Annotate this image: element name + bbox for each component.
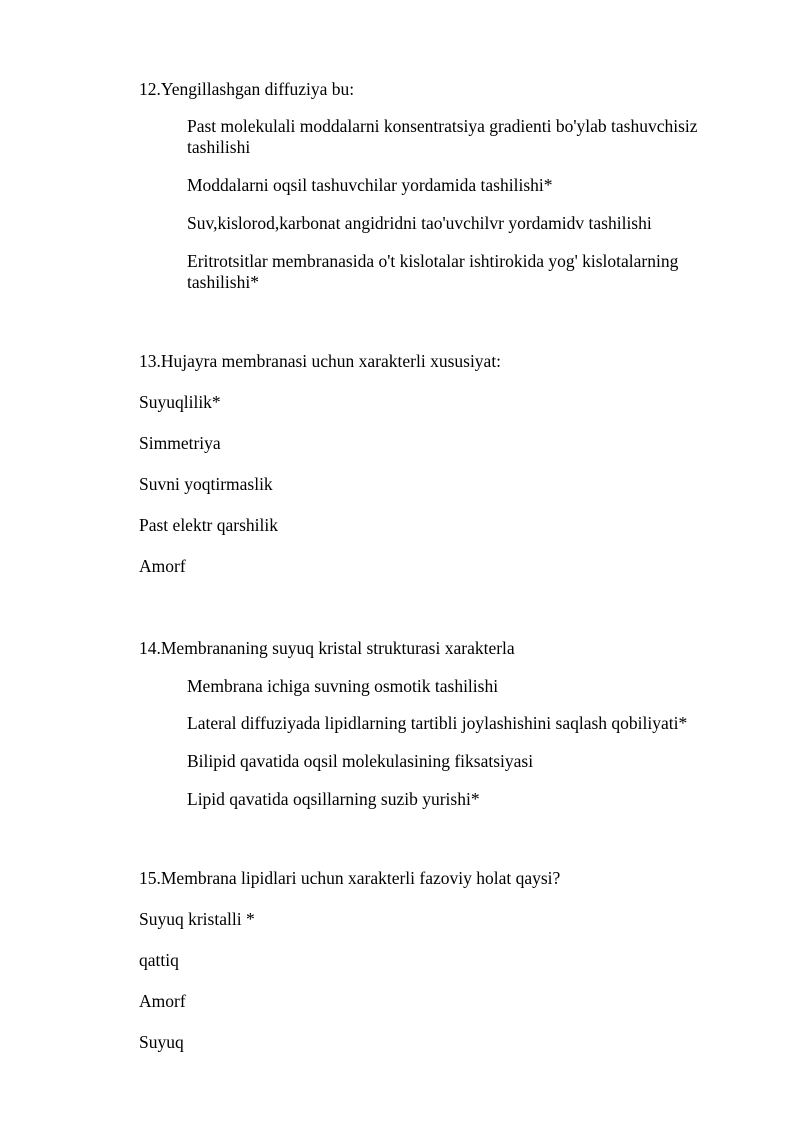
question-14-option-4: Lipid qavatida oqsillarning suzib yurishi* (187, 789, 480, 809)
question-15-option-4: Suyuq (139, 1032, 184, 1052)
question-13-option-3: Suvni yoqtirmaslik (139, 474, 273, 494)
question-15-prompt: 15.Membrana lipidlari uchun xarakterli fazoviy holat qaysi? (139, 868, 561, 888)
question-14-option-2: Lateral diffuziyada lipidlarning tartibli joylashishini saqlash qobiliyati* (187, 713, 688, 733)
question-13-option-1: Suyuqlilik* (139, 392, 221, 412)
question-13-option-2: Simmetriya (139, 433, 221, 453)
question-13-prompt: 13.Hujayra membranasi uchun xarakterli xususiyat: (139, 351, 502, 371)
question-12-option-1: Past molekulali moddalarni konsentratsiya gradienti bo'ylab tashuvchisiz tashilishi (187, 116, 698, 157)
question-15-option-3: Amorf (139, 991, 186, 1011)
question-14-option-3: Bilipid qavatida oqsil molekulasining fiksatsiyasi (187, 751, 534, 771)
question-12-prompt: 12.Yengillashgan diffuziya bu: (139, 79, 355, 99)
question-13-option-5: Amorf (139, 556, 186, 576)
question-12-option-4: Eritrotsitlar membranasida o't kislotalar ishtirokida yog' kislotalarning tashilishi* (187, 251, 679, 292)
question-12-option-3: Suv,kislorod,karbonat angidridni tao'uvchilvr yordamidv tashilishi (187, 213, 652, 233)
question-14-prompt: 14.Membrananing suyuq kristal strukturasi xarakterla (139, 638, 515, 658)
question-14-option-1: Membrana ichiga suvning osmotik tashilishi (187, 676, 499, 696)
question-12-option-2: Moddalarni oqsil tashuvchilar yordamida tashilishi* (187, 175, 553, 195)
question-13-option-4: Past elektr qarshilik (139, 515, 279, 535)
question-15-option-2: qattiq (139, 950, 179, 970)
question-15-option-1: Suyuq kristalli * (139, 909, 255, 929)
